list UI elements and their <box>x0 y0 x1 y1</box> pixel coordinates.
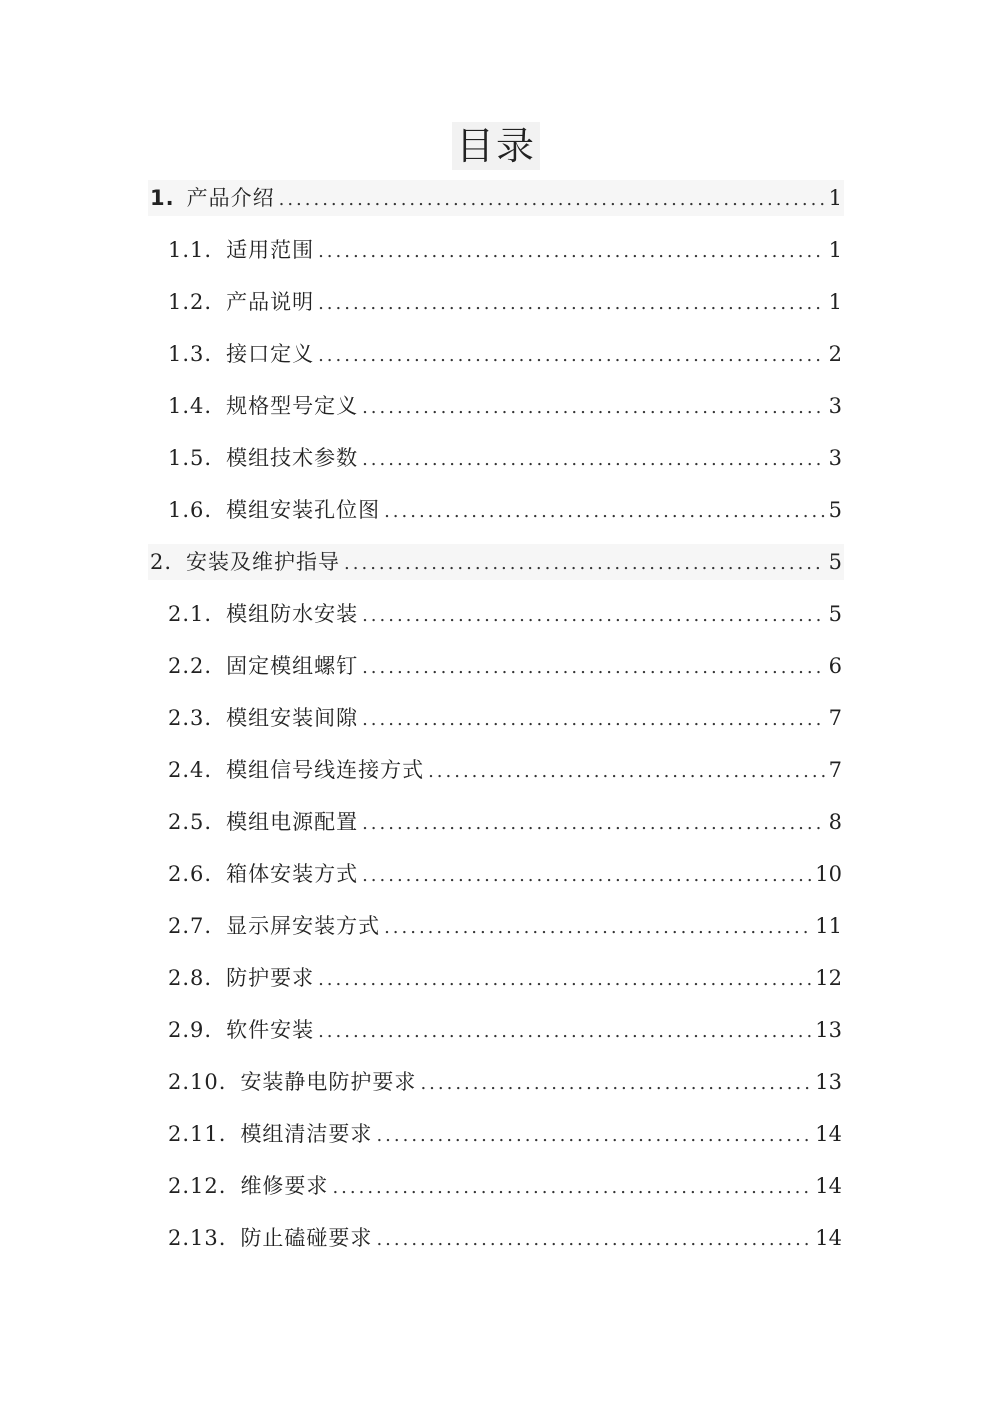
toc-entry-page-number: 7 <box>828 706 842 730</box>
toc-entry-number: 2.1. <box>168 602 213 626</box>
toc-dot-leader <box>279 182 825 216</box>
toc-entry-number: 2.12. <box>168 1174 227 1198</box>
toc-entry-title: 模组信号线连接方式 <box>226 758 425 782</box>
toc-entry-page-number: 10 <box>815 862 842 886</box>
toc-entry-page-number: 13 <box>815 1070 842 1094</box>
toc-entry[interactable] <box>148 908 844 944</box>
toc-title-text: 目录 <box>452 122 540 170</box>
toc-entry-page-number: 5 <box>828 550 842 574</box>
toc-entry-title: 模组安装间隙 <box>226 706 359 730</box>
toc-entry-number: 2.9. <box>168 1018 213 1042</box>
toc-entry-title: 接口定义 <box>226 342 315 366</box>
toc-entry-number: 1.1. <box>168 238 213 262</box>
toc-dot-leader <box>362 650 825 684</box>
toc-heading <box>0 122 992 170</box>
toc-dot-leader <box>420 1066 811 1100</box>
toc-dot-leader <box>362 702 825 736</box>
toc-entry[interactable] <box>148 960 844 996</box>
toc-entry-number: 1.5. <box>168 446 213 470</box>
table-of-contents <box>148 180 844 1272</box>
toc-entry-page-number: 6 <box>828 654 842 678</box>
toc-entry-number: 2.11. <box>168 1122 227 1146</box>
toc-entry-page-number: 1 <box>828 238 842 262</box>
toc-dot-leader <box>362 442 825 476</box>
toc-entry[interactable] <box>148 856 844 892</box>
toc-entry-page-number: 14 <box>815 1226 842 1250</box>
toc-entry-title: 适用范围 <box>226 238 315 262</box>
toc-entry[interactable] <box>148 1220 844 1256</box>
toc-entry[interactable] <box>148 284 844 320</box>
toc-entry[interactable] <box>148 336 844 372</box>
toc-entry-title: 模组安装孔位图 <box>226 498 381 522</box>
toc-entry-title: 维修要求 <box>240 1174 329 1198</box>
toc-entry-number: 2.6. <box>168 862 213 886</box>
toc-entry-title: 模组清洁要求 <box>240 1122 373 1146</box>
toc-entry-page-number: 1 <box>828 290 842 314</box>
toc-entry[interactable] <box>148 492 844 528</box>
toc-entry-number: 1. <box>150 186 175 210</box>
toc-entry-title: 固定模组螺钉 <box>226 654 359 678</box>
toc-entry-number: 2.2. <box>168 654 213 678</box>
toc-dot-leader <box>384 494 825 528</box>
toc-dot-leader <box>376 1222 811 1256</box>
toc-entry-number: 2.4. <box>168 758 213 782</box>
toc-entry-number: 1.2. <box>168 290 213 314</box>
toc-entry[interactable] <box>148 700 844 736</box>
toc-entry-number: 2.3. <box>168 706 213 730</box>
toc-dot-leader <box>428 754 825 788</box>
toc-entry[interactable] <box>148 1168 844 1204</box>
toc-entry-number: 2.10. <box>168 1070 227 1094</box>
toc-entry-page-number: 3 <box>828 446 842 470</box>
toc-entry-title: 模组技术参数 <box>226 446 359 470</box>
toc-entry[interactable] <box>148 648 844 684</box>
toc-entry[interactable] <box>148 596 844 632</box>
toc-entry[interactable] <box>148 804 844 840</box>
toc-dot-leader <box>362 806 825 840</box>
toc-entry-number: 2. <box>150 550 173 574</box>
toc-dot-leader <box>362 598 825 632</box>
toc-dot-leader <box>318 234 825 268</box>
toc-entry-title: 模组防水安装 <box>226 602 359 626</box>
toc-entry-number: 1.6. <box>168 498 213 522</box>
toc-entry-page-number: 11 <box>815 914 842 938</box>
toc-entry-page-number: 7 <box>828 758 842 782</box>
toc-entry-page-number: 14 <box>815 1122 842 1146</box>
toc-entry-page-number: 2 <box>828 342 842 366</box>
toc-entry-page-number: 5 <box>828 602 842 626</box>
toc-entry-page-number: 12 <box>815 966 842 990</box>
toc-entry[interactable] <box>148 752 844 788</box>
toc-entry-title: 安装静电防护要求 <box>240 1070 417 1094</box>
toc-dot-leader <box>318 962 811 996</box>
toc-dot-leader <box>344 546 825 580</box>
toc-dot-leader <box>318 338 825 372</box>
toc-entry-page-number: 14 <box>815 1174 842 1198</box>
toc-dot-leader <box>318 286 825 320</box>
toc-entry[interactable] <box>148 1064 844 1100</box>
toc-entry-title: 防护要求 <box>226 966 315 990</box>
toc-entry-title: 显示屏安装方式 <box>226 914 381 938</box>
toc-dot-leader <box>332 1170 811 1204</box>
toc-entry-number: 2.13. <box>168 1226 227 1250</box>
toc-entry-page-number: 13 <box>815 1018 842 1042</box>
toc-entry[interactable] <box>148 232 844 268</box>
toc-entry-page-number: 8 <box>828 810 842 834</box>
toc-entry[interactable] <box>148 388 844 424</box>
toc-entry[interactable] <box>148 1012 844 1048</box>
toc-dot-leader <box>376 1118 811 1152</box>
toc-entry[interactable] <box>148 180 844 216</box>
toc-dot-leader <box>318 1014 811 1048</box>
toc-entry-title: 规格型号定义 <box>226 394 359 418</box>
toc-entry-number: 2.8. <box>168 966 213 990</box>
toc-entry[interactable] <box>148 440 844 476</box>
toc-entry-title: 防止磕碰要求 <box>240 1226 373 1250</box>
toc-dot-leader <box>362 390 825 424</box>
toc-dot-leader <box>362 858 811 892</box>
toc-entry-title: 安装及维护指导 <box>186 550 341 574</box>
toc-entry-number: 1.3. <box>168 342 213 366</box>
toc-entry-title: 模组电源配置 <box>226 810 359 834</box>
toc-entry-number: 2.7. <box>168 914 213 938</box>
toc-entry-page-number: 5 <box>828 498 842 522</box>
toc-entry[interactable] <box>148 544 844 580</box>
toc-entry-title: 产品说明 <box>226 290 315 314</box>
toc-entry-page-number: 3 <box>828 394 842 418</box>
toc-entry[interactable] <box>148 1116 844 1152</box>
toc-entry-number: 2.5. <box>168 810 213 834</box>
toc-entry-title: 软件安装 <box>226 1018 315 1042</box>
toc-dot-leader <box>384 910 811 944</box>
toc-entry-title: 产品介绍 <box>186 186 275 210</box>
toc-entry-number: 1.4. <box>168 394 213 418</box>
toc-entry-page-number: 1 <box>828 186 842 210</box>
toc-entry-title: 箱体安装方式 <box>226 862 359 886</box>
